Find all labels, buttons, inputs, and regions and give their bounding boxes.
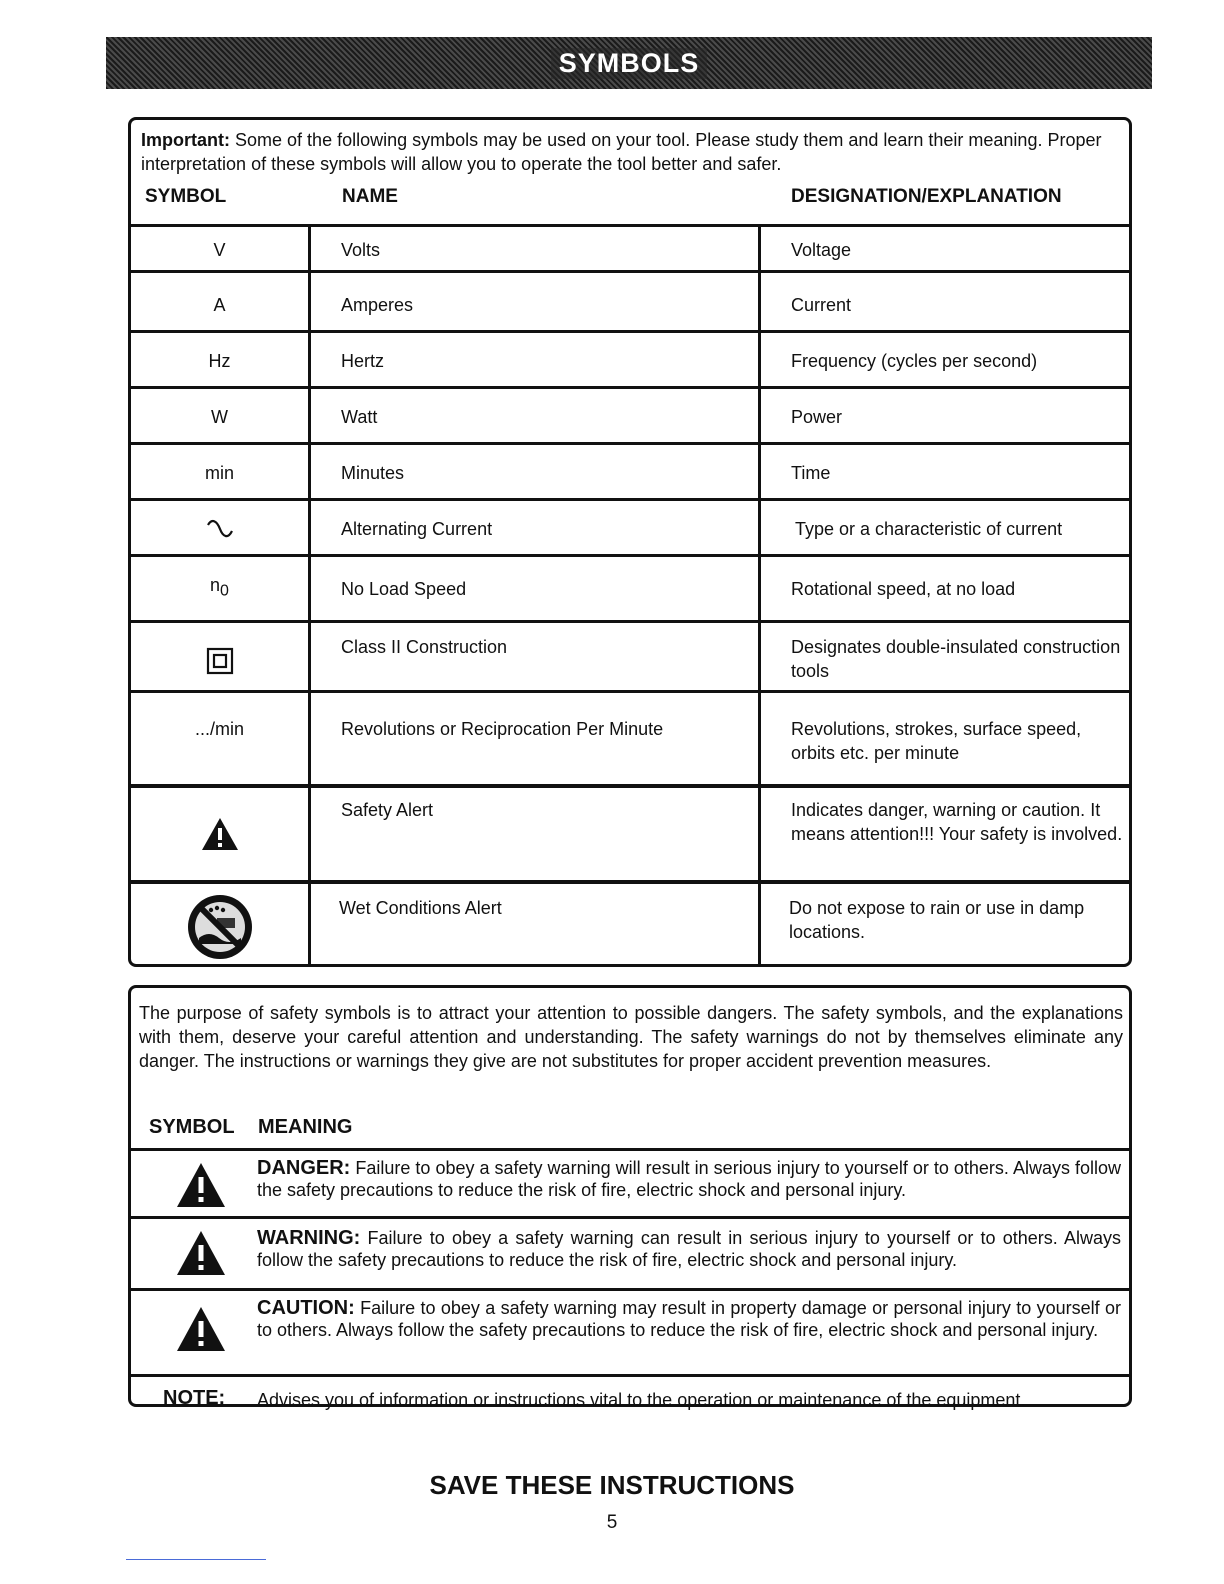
symbol-designation: Designates double-insulated construction tools xyxy=(791,637,1121,681)
bottom-divider xyxy=(126,1559,266,1560)
symbol-designation: Do not expose to rain or use in damp locations. xyxy=(789,898,1085,942)
table-row xyxy=(131,620,1129,690)
symbol-designation: Voltage xyxy=(791,240,852,260)
symbol-designation: Rotational speed, at no load xyxy=(791,579,1016,599)
table-row xyxy=(131,442,1129,498)
important-text: Some of the following symbols may be used on your tool. Please study them and learn their meaning. Proper interpretation of these symbols will allow you to operate the tool better and safer. xyxy=(141,130,1102,174)
symbol-text: V xyxy=(213,240,226,260)
header-symbol: SYMBOL xyxy=(145,186,227,207)
note-text: Advises you of information or instructions vital to the operation or maintenance of the equipment. xyxy=(257,1390,1026,1410)
alternating-current-icon xyxy=(206,519,234,539)
danger-text xyxy=(257,1157,1121,1201)
header-symbol: SYMBOL xyxy=(149,1116,235,1138)
class-ii-icon xyxy=(206,647,234,675)
symbol-name: Safety Alert xyxy=(341,800,434,820)
header-name: NAME xyxy=(342,186,398,207)
safety-alert-icon xyxy=(200,816,240,852)
symbol-text: min xyxy=(204,463,234,483)
symbol-designation: Indicates danger, warning or caution. It means attention!!! Your safety is involved. xyxy=(791,800,1123,844)
note-label: NOTE: xyxy=(163,1387,226,1409)
table-row xyxy=(131,224,1129,273)
table-row xyxy=(131,690,1129,784)
table-row xyxy=(131,270,1129,330)
table-row xyxy=(131,330,1129,386)
table-row xyxy=(131,386,1129,442)
warning-text xyxy=(257,1227,1121,1271)
header-designation: DESIGNATION/EXPLANATION xyxy=(791,186,1062,207)
header-meaning: MEANING xyxy=(258,1116,353,1138)
save-instructions-title: SAVE THESE INSTRUCTIONS xyxy=(429,1470,795,1500)
purpose-paragraph: The purpose of safety symbols is to attract your attention to possible dangers. The safety symbols, and the explanations with them, deserve your careful attention and understanding. The safety warnings do not by themselves eliminate any danger. The instructions or warnings they give are not substitutes for proper accident prevention measures. xyxy=(139,1003,1123,1071)
symbol-designation: Time xyxy=(791,463,831,483)
danger-keyword: DANGER: xyxy=(257,1157,351,1179)
symbol-text: .../min xyxy=(194,719,244,739)
symbol-name: Alternating Current xyxy=(341,519,493,539)
list-item xyxy=(131,1288,1129,1374)
table-row xyxy=(131,880,1129,964)
important-note xyxy=(141,128,1123,176)
symbols-banner xyxy=(106,37,1152,89)
symbol-designation: Frequency (cycles per second) xyxy=(791,351,1038,371)
caution-keyword: CAUTION: xyxy=(257,1297,355,1319)
symbol-name: Amperes xyxy=(341,295,414,315)
list-item xyxy=(131,1216,1129,1288)
symbols-box xyxy=(128,117,1132,967)
symbol-text: $n_0$ xyxy=(210,575,229,600)
warning-keyword: WARNING: xyxy=(257,1227,361,1249)
banner-title: SYMBOLS xyxy=(551,48,708,79)
warning-description: Failure to obey a safety warning can result in serious injury to yourself or to others. Always follow the safety precautions to reduce the risk of fire, electric shock and personal injury. xyxy=(257,1228,1121,1270)
symbol-name: Watt xyxy=(341,407,378,427)
wet-conditions-icon xyxy=(185,892,255,962)
table-row xyxy=(131,498,1129,554)
symbol-designation: Type or a characteristic of current xyxy=(795,519,1063,539)
symbol-designation: Power xyxy=(791,407,843,427)
danger-alert-icon xyxy=(175,1161,227,1209)
symbol-designation: Revolutions, strokes, surface speed, orbits etc. per minute xyxy=(791,719,1082,763)
list-item xyxy=(131,1374,1129,1410)
symbol-name: Minutes xyxy=(341,463,405,483)
symbol-designation: Current xyxy=(791,295,852,315)
symbol-name: Revolutions or Reciprocation Per Minute xyxy=(341,719,664,739)
caution-alert-icon xyxy=(175,1305,227,1353)
page-number: 5 xyxy=(606,1512,618,1533)
symbol-text: A xyxy=(213,295,226,315)
symbol-name: Wet Conditions Alert xyxy=(339,898,502,918)
list-item xyxy=(131,1148,1129,1216)
table-row xyxy=(131,784,1129,880)
symbol-name: No Load Speed xyxy=(341,579,467,599)
caution-description: Failure to obey a safety warning may result in property damage or personal injury to yourself or to others. Always follow the safety precautions to reduce the risk of fire, electric shock and personal injury. xyxy=(257,1298,1121,1340)
symbol-text: W xyxy=(211,407,228,427)
danger-description: Failure to obey a safety warning will result in serious injury to yourself or to others. Always follow the safety precautions to reduce the risk of fire, electric shock and personal injury. xyxy=(257,1158,1121,1200)
symbol-text: Hz xyxy=(208,351,231,371)
safety-meaning-box xyxy=(128,985,1132,1410)
important-label: Important: xyxy=(141,130,230,150)
symbol-name: Hertz xyxy=(341,351,385,371)
symbol-name: Class II Construction xyxy=(341,637,508,657)
caution-text xyxy=(257,1297,1121,1341)
table-row xyxy=(131,554,1129,620)
warning-alert-icon xyxy=(175,1229,227,1277)
symbol-name: Volts xyxy=(341,240,381,260)
